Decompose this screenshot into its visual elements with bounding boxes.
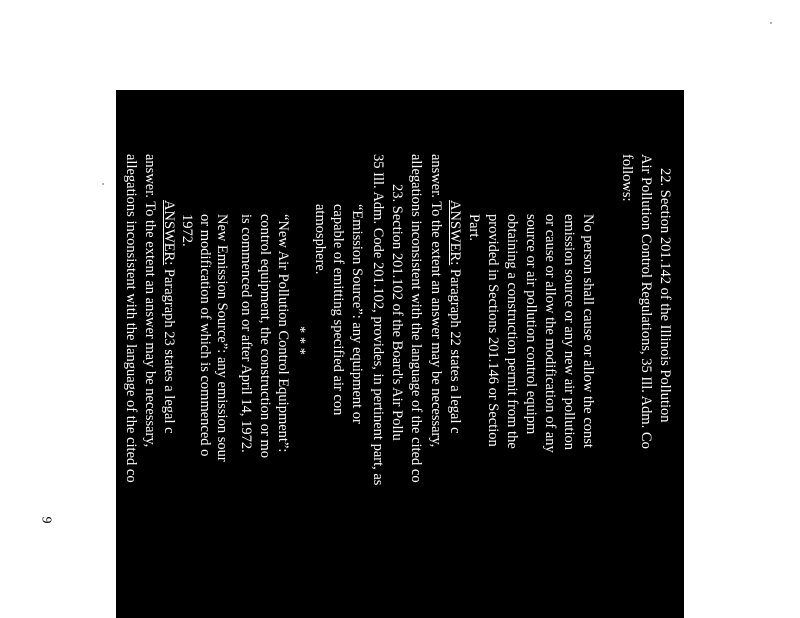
quote-line: provided in Sections 201.146 or Section [485, 214, 501, 447]
definition-line: capable of emitting specified air con [330, 204, 346, 416]
answer-23-line: allegations inconsistent with the language of the cited co [123, 154, 139, 483]
definition-line: is commenced on or after April 14, 1972. [238, 214, 254, 453]
answer-23-line [159, 200, 179, 434]
paragraph-22-heading: 22. Section 201.142 of the Illinois Pollution [657, 168, 673, 423]
quote-line: source or air pollution control equipm [523, 214, 539, 435]
definition-line: New Emission Source”: any emission sour [214, 214, 230, 462]
definition-line: atmosphere. [312, 204, 328, 275]
definition-line: “Emission Source”: any equipment or [349, 204, 365, 424]
definition-line: or modification of which is commenced o [197, 214, 213, 457]
quote-line: emission source or any new air pollution [561, 214, 577, 450]
answer-22-line: allegations inconsistent with the language of the cited co [408, 154, 424, 483]
quote-line: No person shall cause or allow the const [580, 214, 596, 448]
answer-23-line: answer. To the extent an answer may be necessary, [142, 154, 158, 448]
paragraph-22-line: Air Pollution Control Regulations, 35 Ill. Adm. Co [638, 154, 654, 449]
answer-22-line: answer. To the extent an answer may be necessary, [428, 154, 444, 448]
definition-line: 1972. [179, 214, 195, 247]
ellipsis-stars: * * * [292, 326, 308, 355]
page-number: 9 [38, 516, 54, 524]
paragraph-23-line: 35 Ill. Adm. Code 201.102, provides, in pertinent part, as [370, 154, 386, 486]
answer-text: Paragraph 23 states a legal c [161, 265, 177, 434]
rotated-text-block [116, 90, 684, 618]
scan-speck [770, 22, 772, 24]
quote-line: or cause or allow the modification of any [542, 214, 558, 453]
answer-text: Paragraph 22 states a legal c [447, 265, 463, 434]
paragraph-23-heading: 23. Section 201.102 of the Board's Air Pollu [389, 184, 405, 441]
quote-line: Part. [466, 214, 482, 241]
answer-22-line [445, 200, 465, 434]
quote-line: obtaining a construction permit from the [504, 214, 520, 449]
definition-line: “New Air Pollution Control Equipment”: [275, 214, 291, 453]
answer-label: ANSWER: [447, 200, 463, 266]
definition-line: control equipment, the construction or mo [257, 214, 273, 459]
answer-label: ANSWER: [161, 200, 177, 266]
scan-speck [102, 183, 104, 185]
paragraph-22-line: follows: [619, 154, 635, 202]
